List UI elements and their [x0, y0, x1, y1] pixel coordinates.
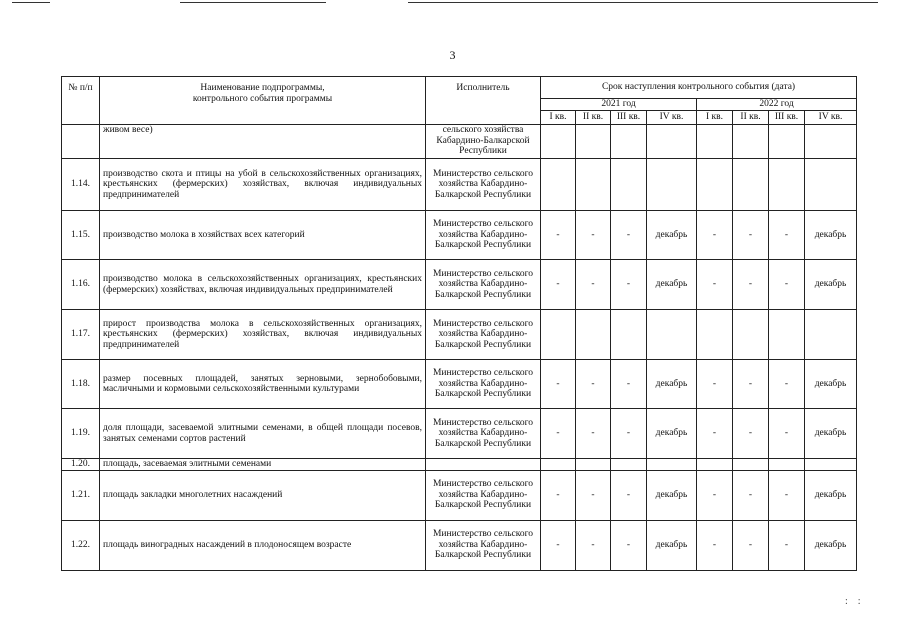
quarter-deadline: [733, 125, 769, 159]
scan-line: [408, 2, 878, 3]
event-name: площадь виноградных насаждений в плодоносящем возрасте: [100, 520, 426, 570]
quarter-deadline: -: [541, 211, 576, 260]
quarter-deadline: [697, 310, 733, 360]
quarter-deadline: [733, 159, 769, 211]
header-quarter: II кв.: [576, 111, 611, 125]
quarter-deadline: декабрь: [805, 409, 857, 459]
event-executor: [426, 459, 541, 471]
event-executor: Министерство сельского хозяйства Кабардино-Балкарской Республики: [426, 260, 541, 310]
quarter-deadline: [769, 459, 805, 471]
quarter-deadline: -: [697, 520, 733, 570]
table-row: [62, 260, 857, 310]
page-number: 3: [449, 48, 456, 62]
quarter-deadline: [576, 310, 611, 360]
table-row: [62, 310, 857, 360]
quarter-deadline: -: [611, 260, 647, 310]
quarter-deadline: [697, 159, 733, 211]
quarter-deadline: [576, 459, 611, 471]
table-row: [62, 470, 857, 520]
quarter-deadline: [647, 459, 697, 471]
quarter-deadline: декабрь: [805, 260, 857, 310]
quarter-deadline: -: [611, 409, 647, 459]
table-row: [62, 211, 857, 260]
header-year-2022: 2022 год: [697, 99, 857, 111]
quarter-deadline: [541, 159, 576, 211]
event-executor: сельского хозяйства Кабардино-Балкарской Республики: [426, 125, 541, 159]
quarter-deadline: -: [541, 260, 576, 310]
quarter-deadline: [611, 159, 647, 211]
row-number: 1.17.: [62, 310, 100, 360]
header-quarter: II кв.: [733, 111, 769, 125]
quarter-deadline: -: [697, 260, 733, 310]
header-year-2021: 2021 год: [541, 99, 697, 111]
quarter-deadline: -: [697, 211, 733, 260]
quarter-deadline: [576, 125, 611, 159]
quarter-deadline: [541, 310, 576, 360]
event-executor: Министерство сельского хозяйства Кабардино-Балкарской Республики: [426, 360, 541, 409]
quarter-deadline: -: [769, 470, 805, 520]
table-row: [62, 409, 857, 459]
quarter-deadline: -: [576, 260, 611, 310]
event-executor: Министерство сельского хозяйства Кабардино-Балкарской Республики: [426, 211, 541, 260]
table-row: [62, 520, 857, 570]
quarter-deadline: декабрь: [647, 409, 697, 459]
header-num: № п/п: [62, 77, 100, 125]
event-executor: Министерство сельского хозяйства Кабардино-Балкарской Республики: [426, 409, 541, 459]
quarter-deadline: -: [733, 409, 769, 459]
header-name-line1: Наименование подпрограммы,: [200, 83, 325, 93]
quarter-deadline: -: [611, 211, 647, 260]
header-name: [100, 77, 426, 125]
quarter-deadline: -: [733, 470, 769, 520]
quarter-deadline: -: [733, 360, 769, 409]
quarter-deadline: [611, 125, 647, 159]
quarter-deadline: декабрь: [805, 470, 857, 520]
event-name: производство скота и птицы на убой в сельскохозяйственных организациях, крестьянских (фермерских) хозяйствах, включая индивидуальных предпринимателей: [100, 159, 426, 211]
quarter-deadline: [805, 159, 857, 211]
quarter-deadline: -: [576, 360, 611, 409]
header-executor: Исполнитель: [426, 77, 541, 125]
header-quarter: I кв.: [697, 111, 733, 125]
header-name-line2: контрольного события программы: [192, 93, 333, 104]
quarter-deadline: [647, 159, 697, 211]
quarter-deadline: [805, 459, 857, 471]
header-quarter: III кв.: [611, 111, 647, 125]
quarter-deadline: [697, 459, 733, 471]
quarter-deadline: декабрь: [647, 520, 697, 570]
quarter-deadline: [805, 125, 857, 159]
quarter-deadline: -: [611, 520, 647, 570]
quarter-deadline: -: [576, 520, 611, 570]
quarter-deadline: декабрь: [805, 360, 857, 409]
quarter-deadline: декабрь: [647, 470, 697, 520]
quarter-deadline: [733, 310, 769, 360]
quarter-deadline: [647, 125, 697, 159]
quarter-deadline: [805, 310, 857, 360]
event-name: живом весе): [100, 125, 426, 159]
quarter-deadline: [611, 459, 647, 471]
row-number: 1.18.: [62, 360, 100, 409]
quarter-deadline: [769, 310, 805, 360]
event-name: доля площади, засеваемой элитными семенами, в общей площади посевов, занятых семенами сортов растений: [100, 409, 426, 459]
table-row: [62, 459, 857, 471]
row-number: 1.21.: [62, 470, 100, 520]
quarter-deadline: [576, 159, 611, 211]
quarter-deadline: -: [611, 360, 647, 409]
quarter-deadline: -: [769, 520, 805, 570]
quarter-deadline: -: [733, 260, 769, 310]
table-row: [62, 360, 857, 409]
quarter-deadline: [697, 125, 733, 159]
quarter-deadline: [769, 159, 805, 211]
quarter-deadline: декабрь: [647, 360, 697, 409]
quarter-deadline: [647, 310, 697, 360]
row-number: 1.16.: [62, 260, 100, 310]
scan-line: [12, 2, 50, 3]
quarter-deadline: -: [576, 409, 611, 459]
quarter-deadline: -: [733, 211, 769, 260]
event-name: площадь, засеваемая элитными семенами: [100, 459, 426, 471]
row-number: 1.14.: [62, 159, 100, 211]
quarter-deadline: [611, 310, 647, 360]
event-name: размер посевных площадей, занятых зерновыми, зернобобовыми, масличными и кормовыми сельскохозяйственными культурами: [100, 360, 426, 409]
control-events-table: [61, 76, 857, 571]
quarter-deadline: декабрь: [805, 211, 857, 260]
event-name: площадь закладки многолетних насаждений: [100, 470, 426, 520]
quarter-deadline: -: [541, 409, 576, 459]
event-executor: Министерство сельского хозяйства Кабардино-Балкарской Республики: [426, 310, 541, 360]
scan-mark: : :: [845, 596, 861, 607]
quarter-deadline: -: [697, 409, 733, 459]
row-number: 1.20.: [62, 459, 100, 471]
quarter-deadline: -: [697, 470, 733, 520]
header-quarter: IV кв.: [647, 111, 697, 125]
event-name: производство молока в хозяйствах всех категорий: [100, 211, 426, 260]
quarter-deadline: -: [541, 520, 576, 570]
quarter-deadline: -: [541, 360, 576, 409]
quarter-deadline: -: [541, 470, 576, 520]
quarter-deadline: [541, 459, 576, 471]
event-name: производство молока в сельскохозяйственных организациях, крестьянских (фермерских) хозяйствах, включая индивидуальных предпринимателей: [100, 260, 426, 310]
row-number: [62, 125, 100, 159]
event-executor: Министерство сельского хозяйства Кабардино-Балкарской Республики: [426, 470, 541, 520]
event-executor: Министерство сельского хозяйства Кабардино-Балкарской Республики: [426, 520, 541, 570]
scan-line: [180, 2, 326, 3]
quarter-deadline: декабрь: [805, 520, 857, 570]
event-name: прирост производства молока в сельскохозяйственных организациях, крестьянских (фермерских) хозяйствах, включая индивидуальных предпринимателей: [100, 310, 426, 360]
row-number: 1.22.: [62, 520, 100, 570]
row-number: 1.15.: [62, 211, 100, 260]
event-executor: Министерство сельского хозяйства Кабардино-Балкарской Республики: [426, 159, 541, 211]
quarter-deadline: -: [733, 520, 769, 570]
quarter-deadline: -: [769, 409, 805, 459]
quarter-deadline: -: [576, 211, 611, 260]
quarter-deadline: [769, 125, 805, 159]
table-row: [62, 159, 857, 211]
header-quarter: IV кв.: [805, 111, 857, 125]
quarter-deadline: -: [769, 260, 805, 310]
table-row: [62, 125, 857, 159]
quarter-deadline: -: [611, 470, 647, 520]
quarter-deadline: [541, 125, 576, 159]
quarter-deadline: декабрь: [647, 260, 697, 310]
row-number: 1.19.: [62, 409, 100, 459]
quarter-deadline: -: [769, 211, 805, 260]
quarter-deadline: [733, 459, 769, 471]
header-quarter: I кв.: [541, 111, 576, 125]
header-quarter: III кв.: [769, 111, 805, 125]
quarter-deadline: -: [697, 360, 733, 409]
quarter-deadline: -: [769, 360, 805, 409]
header-term: Срок наступления контрольного события (дата): [541, 77, 857, 99]
quarter-deadline: декабрь: [647, 211, 697, 260]
quarter-deadline: -: [576, 470, 611, 520]
